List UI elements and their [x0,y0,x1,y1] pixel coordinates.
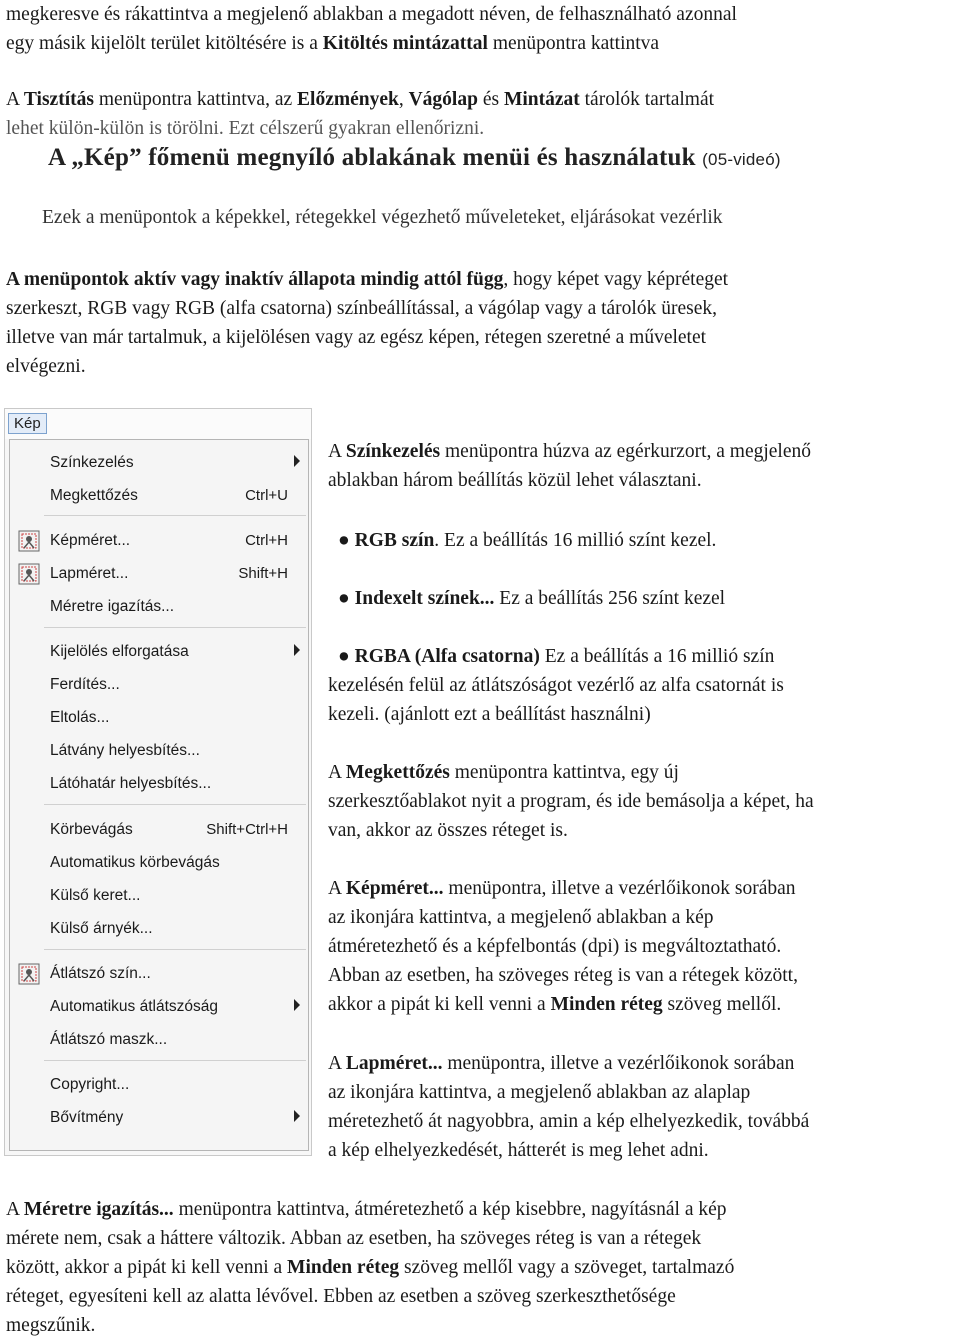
text: Ez a beállítás a 16 millió szín [539,646,775,667]
text: menüpontra húzva az egérkurzort, a megjelenő [440,441,811,462]
menu-item[interactable] [10,1105,310,1131]
text: A [328,878,346,899]
menu-item[interactable] [10,817,310,843]
submenu-arrow-icon [294,999,300,1011]
bold-term: Megkettőzés [345,762,450,783]
menu-item[interactable] [10,594,310,620]
menu-item-label: Lapméret... [50,565,129,582]
bold-term: Színkezelés [345,441,441,462]
menu-item-label: Méretre igazítás... [50,598,175,615]
menu-item[interactable] [10,705,310,731]
text: menüpontra kattintva, átméretezhető a kép kisebbre, nagyításnál a kép [173,1199,727,1220]
text-line: egy másik kijelölt terület kitöltésére is a [6,33,323,54]
szinkezeles-paragraph [328,437,960,495]
status-paragraph [6,265,956,381]
text: menüpontra, illetve a vezérlőikonok sorában [442,1053,795,1074]
menu-separator [44,804,306,805]
top-paragraph [6,0,956,58]
menu-item-label: Látóhatár helyesbítés... [50,775,212,792]
menu-item[interactable] [10,483,310,509]
bold-term: Vágólap [408,89,478,110]
text: A [6,1199,24,1220]
menu-item-shortcut: Ctrl+H [245,532,288,549]
text-line: elvégezni. [6,356,86,377]
bold-term: Tisztítás [23,89,94,110]
meretre-igazitas-paragraph [6,1195,956,1340]
text-line: illetve van már tartalmuk, a kijelölésen vagy az egész képen, rétegen szeretné a műveletet [6,327,707,348]
text-line: kezelésén felül az átlátszóságot vezérlő az alfa csatornát is [328,675,784,696]
submenu-arrow-icon [294,644,300,656]
kepmeret-icon [18,530,40,552]
submenu-arrow-icon [294,455,300,467]
text-line: kezeli. (ajánlott ezt a beállítást használni) [328,704,651,725]
bold-term: RGB szín [354,530,435,551]
bold-term: Lapméret... [345,1053,443,1074]
menu-item[interactable] [10,916,310,942]
section-heading [48,144,781,172]
lapmeret-paragraph [328,1049,960,1165]
bold-term: RGBA (Alfa csatorna) [354,646,540,667]
text-line: szerkesztőablakot nyit a program, és ide bemásolja a képet, ha [328,791,814,812]
bold-term: Minden réteg [287,1257,400,1278]
submenu-arrow-icon [294,1110,300,1122]
video-reference: (05-videó) [702,150,781,169]
bullet-icon: ● [338,646,350,667]
menu-item-label: Megkettőzés [50,487,138,504]
bold-term: Előzmények [297,89,399,110]
text-line: réteget, egyesíteni kell az alatta lévővel. Ebben az esetben a szöveg szerkeszthetősége [6,1286,676,1307]
text: menüpontra kattintva, egy új [449,762,679,783]
text-line: lehet külön-külön is törölni. Ezt célszerű gyakran ellenőrizni. [6,118,485,139]
text: szöveg mellől. [662,994,782,1015]
text-line: átméretezhető és a képfelbontás (dpi) is megváltoztatható. [328,936,782,957]
bold-term: A menüpontok aktív vagy inaktív állapota mindig attól függ [6,269,504,290]
menu-item-label: Bővítmény [50,1109,124,1126]
atlatszo-szin-icon [18,963,40,985]
bold-term: Minden réteg [550,994,663,1015]
menu-item[interactable] [10,672,310,698]
menu-bar [5,409,311,439]
menu-item-shortcut: Shift+Ctrl+H [206,821,288,838]
text: A [328,441,346,462]
text: Ez a beállítás 256 színt kezel [494,588,726,609]
bold-term: Indexelt színek... [354,588,495,609]
tisztitas-paragraph [6,85,956,143]
text: akkor a pipát ki kell venni a [328,994,551,1015]
menu-item-label: Körbevágás [50,821,133,838]
text: A [328,1053,346,1074]
rgba-continuation [328,671,960,729]
menu-item[interactable] [10,561,310,587]
menu-item-label: Ferdítés... [50,676,120,693]
bullet-rgb [338,526,716,555]
menu-item-label: Eltolás... [50,709,110,726]
text: tárolók tartalmát [579,89,715,110]
text: menüpontra kattintva, az [93,89,298,110]
text-line: méretezhető át nagyobbra, amin a kép elhelyezkedik, továbbá [328,1111,810,1132]
lapmeret-icon [18,563,40,585]
menu-item[interactable] [10,639,310,665]
menu-item-label: Külső árnyék... [50,920,153,937]
menu-item-label: Látvány helyesbítés... [50,742,200,759]
megkettozes-paragraph [328,758,960,845]
menu-item-label: Automatikus körbevágás [50,854,220,871]
menu-separator [44,515,306,516]
menu-item[interactable] [10,961,310,987]
text: , [398,89,409,110]
bold-term: Képméret... [345,878,444,899]
menu-item[interactable] [10,994,310,1020]
menu-item-label: Átlátszó szín... [50,965,151,982]
text: . Ez a beállítás 16 millió színt kezel. [434,530,717,551]
menu-item-label: Kijelölés elforgatása [50,643,189,660]
menu-item[interactable] [10,528,310,554]
menu-item[interactable] [10,1072,310,1098]
text-line: az ikonjára kattintva, a megjelenő ablakban az alaplap [328,1082,751,1103]
menu-item-label: Képméret... [50,532,131,549]
text: és [477,89,504,110]
text: menüpontra, illetve a vezérlőikonok sorában [443,878,796,899]
menu-item-label: Színkezelés [50,454,134,471]
menu-item[interactable] [10,850,310,876]
menu-separator [44,1060,306,1061]
intro-line: Ezek a menüpontok a képekkel, rétegekkel végezhető műveleteket, eljárásokat vezérlik [42,207,723,228]
text: között, akkor a pipát ki kell venni a [6,1257,288,1278]
text-line: ablakban három beállítás közül lehet választani. [328,470,702,491]
bullet-rgba [338,642,774,671]
text-line: az ikonjára kattintva, a megjelenő ablakban a kép [328,907,714,928]
text-line: mérete nem, csak a háttere változik. Abban az esetben, ha szöveges réteg is van a rétegek [6,1228,702,1249]
text-line: a kép elhelyezkedését, hátterét is meg lehet adni. [328,1140,709,1161]
menu-item-shortcut: Ctrl+U [245,487,288,504]
text: A [328,762,346,783]
text-line: menüpontra kattintva [487,33,660,54]
heading-title: A „Kép” főmenü megnyíló ablakának menüi és használatuk [48,144,696,171]
menu-item[interactable] [10,450,310,476]
menu-item[interactable] [10,883,310,909]
menu-item-shortcut: Shift+H [238,565,288,582]
menu-item[interactable] [10,738,310,764]
text-line: megkeresve és rákattintva a megjelenő ablakban a megadott néven, de felhasználható azonnal [6,4,737,25]
text-line: megszűnik. [6,1315,96,1336]
menu-item[interactable] [10,771,310,797]
menu-title-kep[interactable]: Kép [8,413,47,434]
menu-dropdown [9,439,309,1151]
menu-item[interactable] [10,1027,310,1053]
bullet-icon: ● [338,588,350,609]
text-line: Abban az esetben, ha szöveges réteg is van a rétegek között, [328,965,798,986]
kepmeret-paragraph [328,874,960,1019]
menu-item-label: Copyright... [50,1076,130,1093]
text-line: szerkeszt, RGB vagy RGB (alfa csatorna) színbeállítással, a vágólap vagy a tárolók üresek, [6,298,717,319]
bold-term: Mintázat [503,89,580,110]
kep-menu-screenshot [4,408,312,1156]
text: A [6,89,24,110]
text: , hogy képet vagy képréteget [503,269,729,290]
bullet-icon: ● [338,530,350,551]
bold-term: Kitöltés mintázattal [322,33,488,54]
menu-separator [44,949,306,950]
text-line: van, akkor az összes réteget is. [328,820,568,841]
menu-item-label: Átlátszó maszk... [50,1031,168,1048]
bold-term: Méretre igazítás... [23,1199,174,1220]
bullet-indexed [338,584,725,613]
menu-separator [44,627,306,628]
text: szöveg mellől vagy a szöveget, tartalmazó [399,1257,735,1278]
menu-item-label: Automatikus átlátszóság [50,998,219,1015]
menu-item-label: Külső keret... [50,887,141,904]
